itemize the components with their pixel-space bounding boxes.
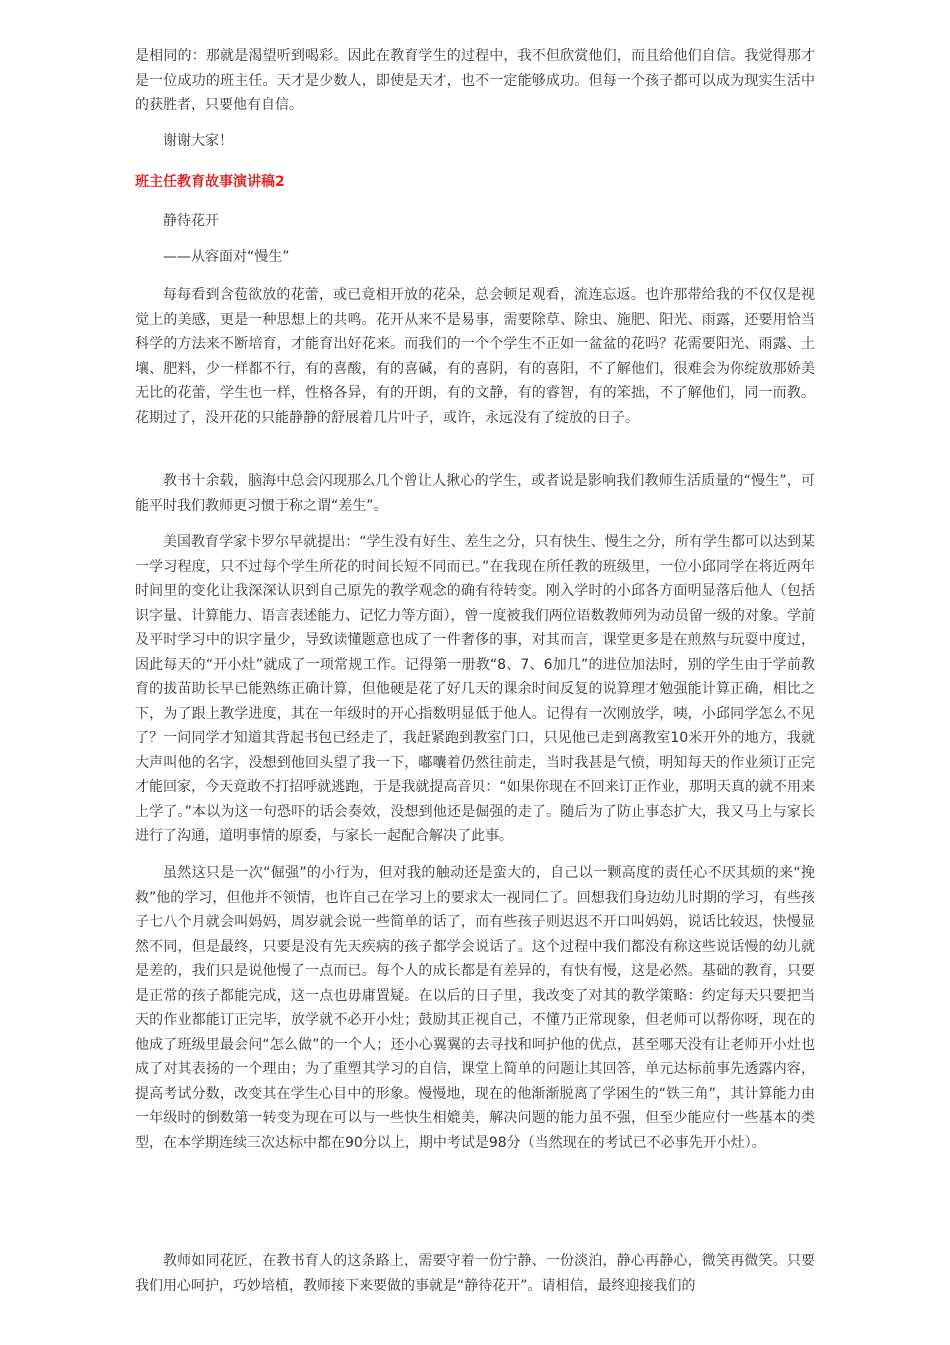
continuation-paragraph: 是相同的：那就是渴望听到喝彩。因此在教育学生的过程中，我不但欣赏他们，而且给他们自信。我觉得那才是一位成功的班主任。天才是少数人，即使是天才，也不一定能够成功。但每一个孩子都可以成为现实生活中的获胜者，只要他有自信。 (135, 48, 815, 113)
speech-title: 静待花开 (163, 213, 219, 229)
body-paragraph-5: 教师如同花匠，在教书育人的这条路上，需要守着一份宁静、一份淡泊，静心再静心，微笑再微笑。只要我们用心呵护，巧妙培植，教师接下来要做的事就是“静待花开”。请相信，最终迎接我们的 (135, 1253, 815, 1294)
body-paragraph-1: 每每看到含苞欲放的花蕾，或已竟相开放的花朵，总会顿足观看，流连忘返。也许那带给我的不仅仅是视觉上的美感，更是一种思想上的共鸣。花开从来不是易事，需要除草、除虫、施肥、阳光、雨露，还要用恰当科学的方法来不断培育，才能育出好花来。而我们的一个个学生不正如一盆盆的花吗？花需要阳光、雨露、土壤、肥料，少一样都不行，有的喜酸，有的喜碱，有的喜阴，有的喜阳，不了解他们，很难会为你绽放那娇美无比的花蕾，学生也一样，性格各异，有的开朗，有的文静，有的睿智，有的笨拙，不了解他们，同一而教。花期过了，没开花的只能静静的舒展着几片叶子，或许，永远没有了绽放的日子。 (135, 287, 815, 426)
body-paragraph-4: 虽然这只是一次“倔强”的小行为，但对我的触动还是蛮大的，自己以一颗高度的责任心不厌其烦的来“挽救”他的学习，但他并不领情，也许自己在学习上的要求太一视同仁了。回想我们身边幼儿时期的学习，有些孩子七八个月就会叫妈妈，周岁就会说一些简单的话了，而有些孩子则迟迟不开口叫妈妈，说话比较迟，快慢显然不同，但是最终，只要是没有先天疾病的孩子都学会说话了。这个过程中我们都没有称这些说话慢的幼儿就是差的，我们只是说他慢了一点而已。每个人的成长都是有差异的，有快有慢，这是必然。基础的教育，只要是正常的孩子都能完成，这一点也毋庸置疑。在以后的日子里，我改变了对其的教学策略：约定每天只要把当天的作业都能订正完毕，放学就不必开小灶；鼓励其正视自己，不懂乃正常现象，但老师可以帮你呀，现在的他成了班级里最会问“怎么做”的一个人；还小心翼翼的去寻找和呵护他的优点，甚至哪天没有让老师开小灶也成了对其表扬的一个理由；为了重塑其学习的自信，课堂上简单的问题让其回答，单元达标前事先透露内容，提高考试分数，改变其在学生心目中的形象。慢慢地，现在的他渐渐脱离了学困生的“铁三角”，其计算能力由一年级时的倒数第一转变为现在可以与一些快生相媲美，解决问题的能力虽不强，但至少能应付一些基本的类型，在本学期连续三次达标中都在90分以上，期中考试是98分（当然现在的考试已不必事先开小灶）。 (135, 865, 815, 1151)
section-title: 班主任教育故事演讲稿2 (135, 174, 285, 190)
thanks-line: 谢谢大家！ (163, 133, 233, 149)
body-paragraph-3: 美国教育学家卡罗尔早就提出：“学生没有好生、差生之分，只有快生、慢生之分，所有学生都可以达到某一学习程度，只不过每个学生所花的时间长短不同而已。”在我现在所任教的班级里，一位小邱同学在将近两年时间里的变化让我深深认识到自己原先的教学观念的确有待转变。刚入学时的小邱各方面明显落后他人（包括识字量、计算能力、语言表述能力、记忆力等方面），曾一度被我们两位语数教师列为动员留一级的对象。学前及平时学习中的识字量少，导致读懂题意也成了一件奢侈的事，对其而言，课堂更多是在煎熬与玩耍中度过，因此每天的“开小灶”就成了一项常规工作。记得第一册教“8、7、6加几”的进位加法时，别的学生由于学前教育的拔苗助长早已能熟练正确计算，但他硬是花了好几天的课余时间反复的说算理才勉强能计算正确，相比之下，为了跟上教学进度，其在一年级时的开心指数明显低于他人。记得有一次刚放学，咦，小邱同学怎么不见了？一问同学才知道其背起书包已经走了，我赶紧跑到教室门口，只见他已走到离教室10米开外的地方，我就大声叫他的名字，没想到他回头望了我一下，嘟囔着仍然往前走，当时我甚是气愤，明知每天的作业须订正完才能回家，今天竟敢不打招呼就逃跑，于是我就提高音贝：“如果你现在不回来订正作业，那明天真的就不用来上学了。”本以为这一句恐吓的话会奏效，没想到他还是倔强的走了。随后为了防止事态扩大，我又马上与家长进行了沟通，道明事情的原委，与家长一起配合解决了此事。 (135, 534, 815, 844)
body-paragraph-2: 教书十余载，脑海中总会闪现那么几个曾让人揪心的学生，或者说是影响我们教师生活质量的“慢生”，可能平时我们教师更习惯于称之谓“差生”。 (135, 473, 815, 514)
speech-subtitle: ——从容面对“慢生” (163, 249, 290, 265)
